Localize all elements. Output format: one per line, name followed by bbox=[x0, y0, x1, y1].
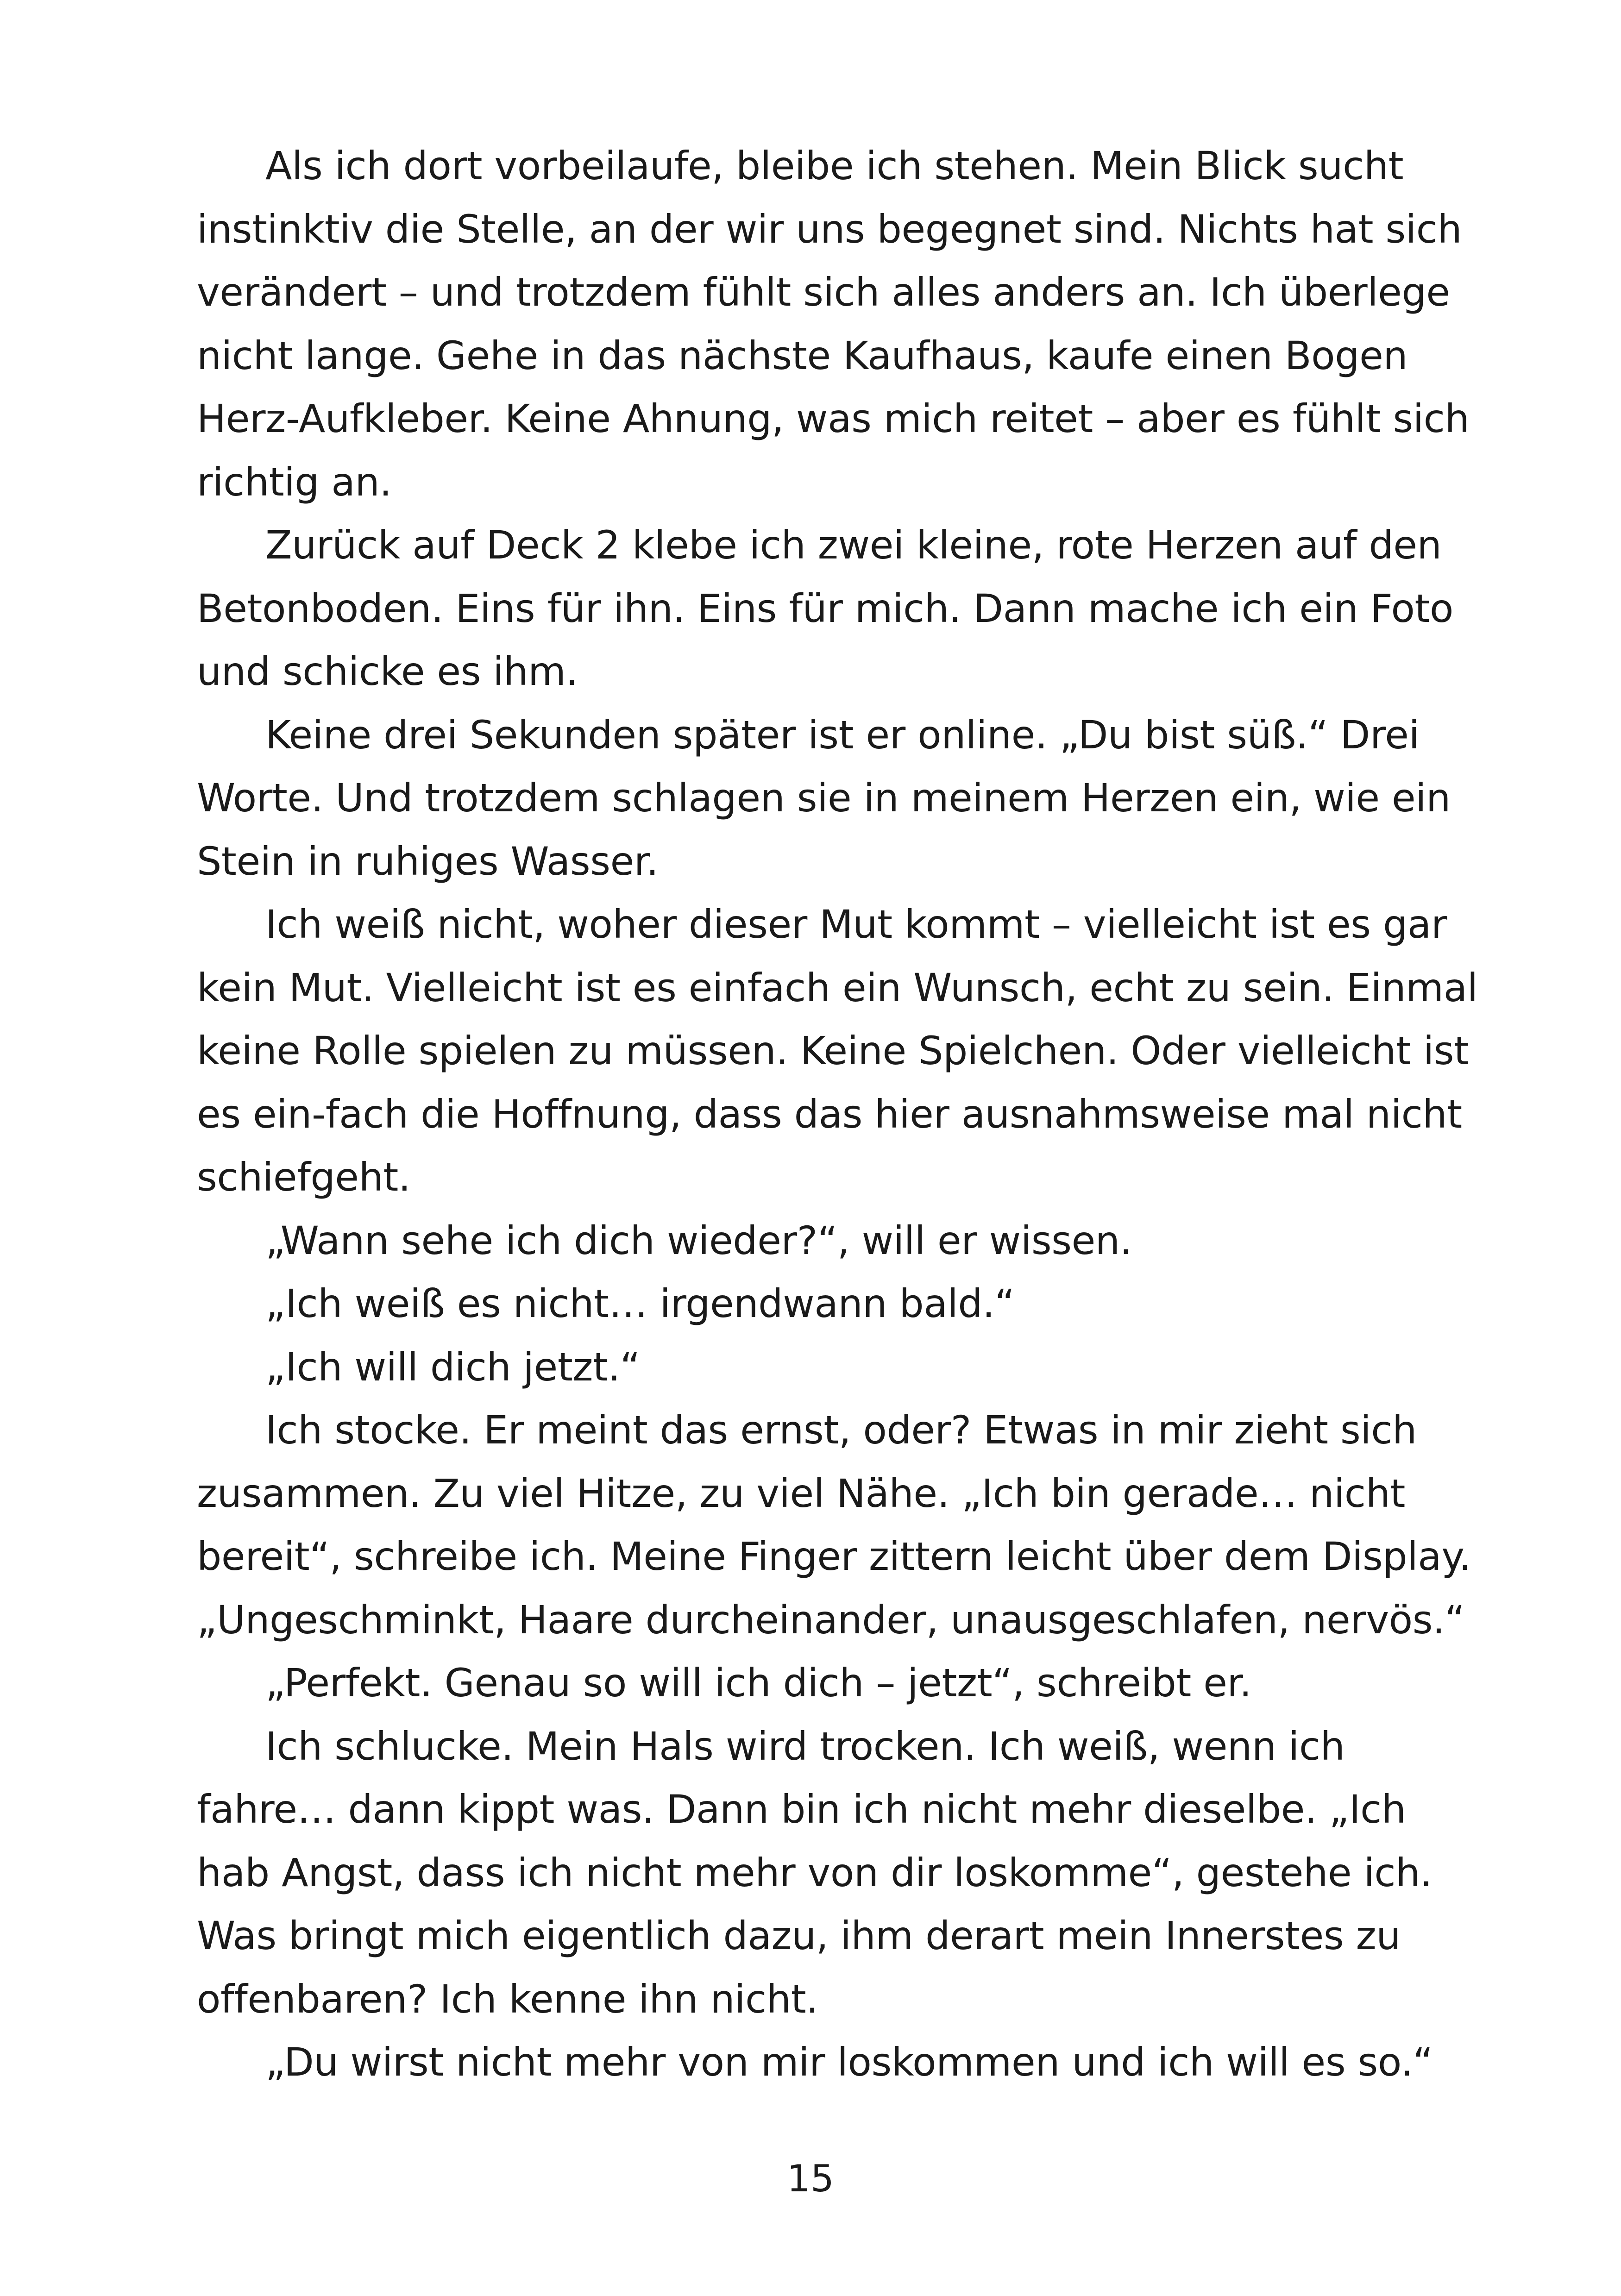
text-line: fahre… dann kippt was. Dann bin ich nicht mehr dieselbe. „Ich bbox=[197, 1787, 1406, 1832]
text-line: Herz-Aufkleber. Keine Ahnung, was mich reitet – aber es fühlt sich bbox=[197, 396, 1470, 441]
text-line: Zurück auf Deck 2 klebe ich zwei kleine, rote Herzen auf den bbox=[265, 522, 1442, 568]
text-line: „Ich weiß es nicht… irgendwann bald.“ bbox=[265, 1281, 1015, 1326]
text-line: und schicke es ihm. bbox=[197, 649, 578, 694]
text-line: Stein in ruhiges Wasser. bbox=[197, 838, 659, 884]
text-line: Ich schlucke. Mein Hals wird trocken. Ich weiß, wenn ich bbox=[265, 1723, 1345, 1769]
text-line: keine Rolle spielen zu müssen. Keine Spielchen. Oder vielleicht ist bbox=[197, 1028, 1469, 1073]
text-line: Keine drei Sekunden später ist er online. „Du bist süß.“ Drei bbox=[265, 712, 1420, 758]
text-line: nicht lange. Gehe in das nächste Kaufhaus, kaufe einen Bogen bbox=[197, 332, 1408, 378]
text-line: zusammen. Zu viel Hitze, zu viel Nähe. „Ich bin gerade… nicht bbox=[197, 1470, 1406, 1516]
text-line: Worte. Und trotzdem schlagen sie in meinem Herzen ein, wie ein bbox=[197, 775, 1451, 821]
text-line: instinktiv die Stelle, an der wir uns begegnet sind. Nichts hat sich bbox=[197, 206, 1462, 252]
text-line: kein Mut. Vielleicht ist es einfach ein Wunsch, echt zu sein. Einmal bbox=[197, 965, 1478, 1010]
page-number: 15 bbox=[787, 2157, 834, 2200]
text-line: „Perfekt. Genau so will ich dich – jetzt“, schreibt er. bbox=[265, 1660, 1252, 1706]
text-line: verändert – und trotzdem fühlt sich alles anders an. Ich überlege bbox=[197, 270, 1450, 315]
body-text bbox=[197, 134, 1478, 2094]
text-line: „Du wirst nicht mehr von mir loskommen und ich will es so.“ bbox=[265, 2039, 1433, 2085]
text-line: offenbaren? Ich kenne ihn nicht. bbox=[197, 1976, 818, 2022]
text-line: Betonboden. Eins für ihn. Eins für mich. Dann mache ich ein Foto bbox=[197, 585, 1454, 631]
text-line: schiefgeht. bbox=[197, 1154, 411, 1200]
text-line: „Ich will dich jetzt.“ bbox=[265, 1344, 641, 1390]
text-line: es ein-fach die Hoffnung, dass das hier ausnahmsweise mal nicht bbox=[197, 1091, 1462, 1137]
text-line: „Ungeschminkt, Haare durcheinander, unausgeschlafen, nervös.“ bbox=[197, 1597, 1465, 1643]
text-line: richtig an. bbox=[197, 459, 392, 505]
text-line: hab Angst, dass ich nicht mehr von dir loskomme“, gestehe ich. bbox=[197, 1850, 1433, 1895]
text-line: Ich stocke. Er meint das ernst, oder? Etwas in mir zieht sich bbox=[265, 1407, 1417, 1453]
text-line: Was bringt mich eigentlich dazu, ihm derart mein Innerstes zu bbox=[197, 1913, 1401, 1958]
text-line: Ich weiß nicht, woher dieser Mut kommt – vielleicht ist es gar bbox=[265, 902, 1447, 947]
text-line: Als ich dort vorbeilaufe, bleibe ich stehen. Mein Blick sucht bbox=[265, 143, 1404, 188]
text-line: bereit“, schreibe ich. Meine Finger zittern leicht über dem Display. bbox=[197, 1534, 1471, 1579]
text-line: „Wann sehe ich dich wieder?“, will er wissen. bbox=[265, 1217, 1132, 1263]
